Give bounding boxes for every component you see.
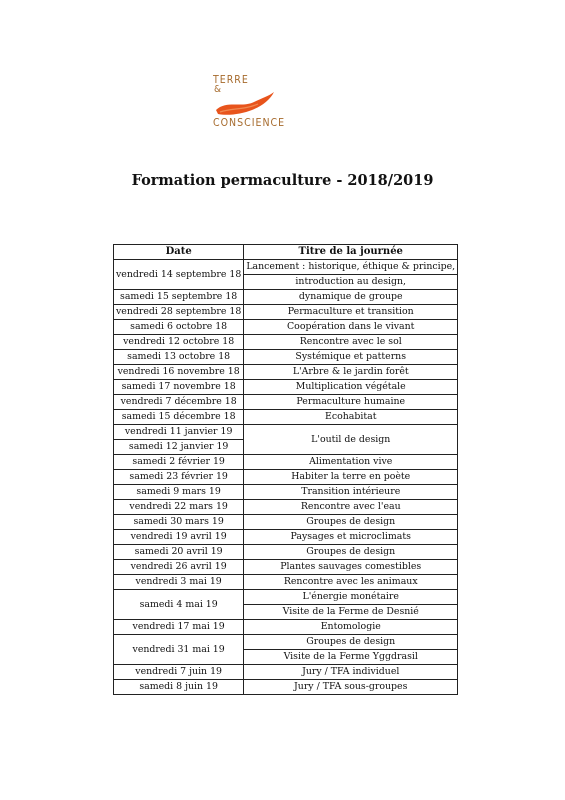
column-header-date: Date — [114, 245, 244, 260]
date-cell: samedi 15 décembre 18 — [114, 410, 244, 425]
date-cell: samedi 12 janvier 19 — [114, 440, 244, 455]
table-row — [114, 545, 458, 560]
terre-conscience-logo — [213, 74, 286, 136]
title-cell: Coopération dans le vivant — [244, 320, 458, 335]
title-cell: Visite de la Ferme Yggdrasil — [244, 650, 458, 665]
title-cell: Systémique et patterns — [244, 350, 458, 365]
date-cell: vendredi 14 septembre 18 — [114, 260, 244, 290]
title-cell: Groupes de design — [244, 545, 458, 560]
title-cell: Alimentation vive — [244, 455, 458, 470]
date-cell: vendredi 7 juin 19 — [114, 665, 244, 680]
table-row — [114, 620, 458, 635]
table-row — [114, 635, 458, 650]
table-row — [114, 380, 458, 395]
title-cell: Ecohabitat — [244, 410, 458, 425]
title-cell: Jury / TFA individuel — [244, 665, 458, 680]
table-row — [114, 410, 458, 425]
title-cell: Groupes de design — [244, 635, 458, 650]
table-row — [114, 290, 458, 305]
title-cell: Lancement : historique, éthique & principe, — [244, 260, 458, 275]
table-row — [114, 365, 458, 380]
table-row — [114, 680, 458, 695]
title-cell: Habiter la terre en poète — [244, 470, 458, 485]
table-row — [114, 500, 458, 515]
table-row — [114, 530, 458, 545]
table-row — [114, 560, 458, 575]
date-cell: samedi 23 février 19 — [114, 470, 244, 485]
title-cell: Rencontre avec l'eau — [244, 500, 458, 515]
logo-brushstroke-icon — [214, 88, 276, 118]
title-cell: Transition intérieure — [244, 485, 458, 500]
title-cell: dynamique de groupe — [244, 290, 458, 305]
date-cell: samedi 2 février 19 — [114, 455, 244, 470]
table-row — [114, 425, 458, 440]
date-cell: vendredi 22 mars 19 — [114, 500, 244, 515]
date-cell: vendredi 7 décembre 18 — [114, 395, 244, 410]
date-cell: samedi 9 mars 19 — [114, 485, 244, 500]
table-row — [114, 590, 458, 605]
logo-text-terre: TERRE — [213, 74, 249, 86]
title-cell: Visite de la Ferme de Desnié — [244, 605, 458, 620]
date-cell: vendredi 19 avril 19 — [114, 530, 244, 545]
table-row — [114, 320, 458, 335]
date-cell: vendredi 3 mai 19 — [114, 575, 244, 590]
date-cell: vendredi 28 septembre 18 — [114, 305, 244, 320]
date-cell: vendredi 11 janvier 19 — [114, 425, 244, 440]
table-row — [114, 470, 458, 485]
date-cell: samedi 4 mai 19 — [114, 590, 244, 620]
logo-text-conscience: CONSCIENCE — [213, 117, 286, 129]
date-cell: vendredi 12 octobre 18 — [114, 335, 244, 350]
date-cell: samedi 15 septembre 18 — [114, 290, 244, 305]
schedule-table — [113, 244, 458, 695]
title-cell: introduction au design, — [244, 275, 458, 290]
logo-text-ampersand: & — [214, 84, 223, 95]
table-row — [114, 575, 458, 590]
title-cell: Rencontre avec les animaux — [244, 575, 458, 590]
title-cell: Permaculture et transition — [244, 305, 458, 320]
date-cell: vendredi 31 mai 19 — [114, 635, 244, 665]
table-row — [114, 455, 458, 470]
date-cell: samedi 20 avril 19 — [114, 545, 244, 560]
title-cell: L'énergie monétaire — [244, 590, 458, 605]
table-row — [114, 350, 458, 365]
table-row — [114, 515, 458, 530]
title-cell: Entomologie — [244, 620, 458, 635]
table-row — [114, 485, 458, 500]
date-cell: samedi 6 octobre 18 — [114, 320, 244, 335]
title-cell: Plantes sauvages comestibles — [244, 560, 458, 575]
table-row — [114, 260, 458, 275]
date-cell: samedi 13 octobre 18 — [114, 350, 244, 365]
table-row — [114, 305, 458, 320]
title-cell: Paysages et microclimats — [244, 530, 458, 545]
title-cell: Multiplication végétale — [244, 380, 458, 395]
column-header-title: Titre de la journée — [244, 245, 458, 260]
date-cell: vendredi 16 novembre 18 — [114, 365, 244, 380]
title-cell: Permaculture humaine — [244, 395, 458, 410]
date-cell: samedi 8 juin 19 — [114, 680, 244, 695]
title-cell: L'outil de design — [244, 425, 458, 455]
table-row — [114, 335, 458, 350]
title-cell: L'Arbre & le jardin forêt — [244, 365, 458, 380]
table-row — [114, 665, 458, 680]
table-row — [114, 395, 458, 410]
date-cell: vendredi 17 mai 19 — [114, 620, 244, 635]
date-cell: samedi 17 novembre 18 — [114, 380, 244, 395]
title-cell: Jury / TFA sous-groupes — [244, 680, 458, 695]
table-header-row — [114, 245, 458, 260]
page-title: Formation permaculture - 2018/2019 — [131, 172, 434, 189]
title-cell: Rencontre avec le sol — [244, 335, 458, 350]
date-cell: vendredi 26 avril 19 — [114, 560, 244, 575]
title-cell: Groupes de design — [244, 515, 458, 530]
date-cell: samedi 30 mars 19 — [114, 515, 244, 530]
